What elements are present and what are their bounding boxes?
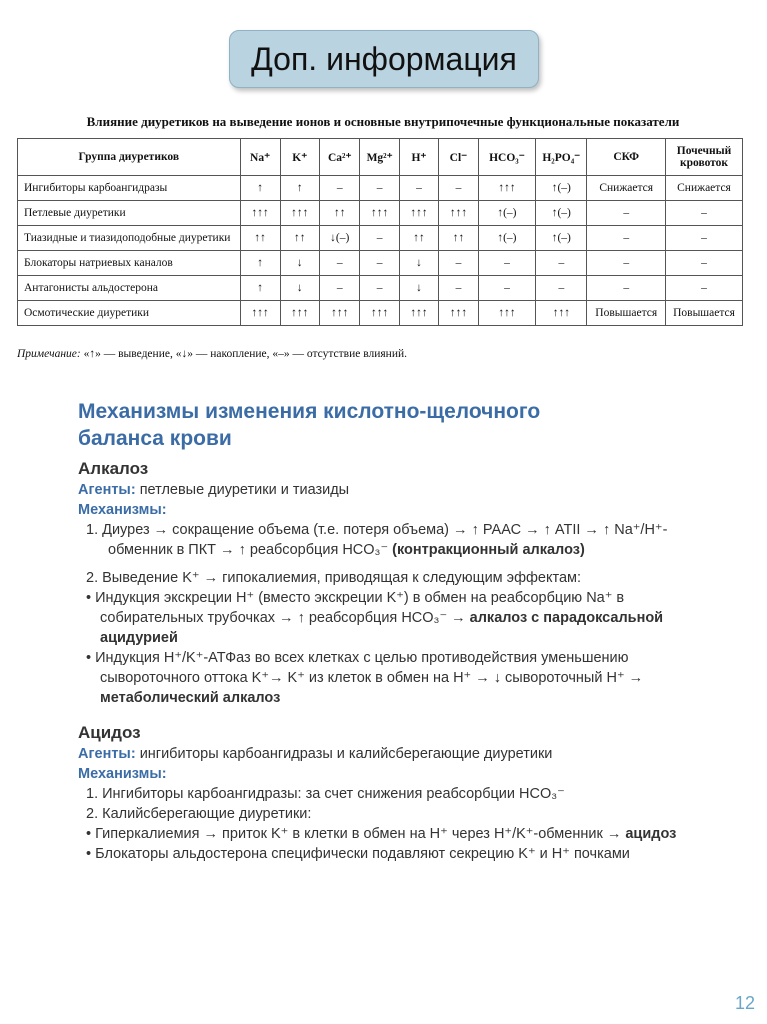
table-cell: Ингибиторы карбоангидразы xyxy=(18,176,241,201)
alkalosis-agents-label: Агенты: xyxy=(78,482,136,498)
header-cl: Cl⁻ xyxy=(439,139,478,176)
header-mg: Mg²⁺ xyxy=(360,139,399,176)
alkalosis-heading: Алкалоз xyxy=(78,459,149,478)
alkalosis-item-1-a: 1. Диурез → сокращение объема (т.е. потеря объема) → ↑ РААС → ↑ ATII xyxy=(86,522,581,538)
table-cell: ↑↑↑ xyxy=(280,201,319,226)
header-k: K⁺ xyxy=(280,139,319,176)
table-cell: ↑↑↑ xyxy=(280,301,319,326)
table-cell: Повышается xyxy=(666,301,743,326)
alkalosis-bullet-2-bold: метаболический алкалоз xyxy=(100,690,281,706)
table-cell: ↑↑↑ xyxy=(439,301,478,326)
table-cell: – xyxy=(587,276,666,301)
acidosis-bullet-1-text: • Гиперкалиемия → приток K⁺ в клетки в обмен на H⁺ через H⁺/K⁺-обменник → xyxy=(86,826,622,842)
table-row xyxy=(18,226,743,251)
table-cell: Тиазидные и тиазидоподобные диуретики xyxy=(18,226,241,251)
table-cell: – xyxy=(666,226,743,251)
table-cell: – xyxy=(319,251,360,276)
note-label: Примечание: xyxy=(17,348,81,360)
table-cell: – xyxy=(360,251,399,276)
table-cell: Снижается xyxy=(587,176,666,201)
table-cell: ↑↑↑ xyxy=(536,301,587,326)
header-h2po4: H₂PO₄⁻ xyxy=(536,139,587,176)
table-cell: – xyxy=(536,251,587,276)
table-cell: – xyxy=(360,226,399,251)
header-na: Na⁺ xyxy=(240,139,280,176)
acidosis-bullet-1-bold: ацидоз xyxy=(625,826,677,842)
acidosis-bullet-2: • Блокаторы альдостерона специфически подавляют секрецию K⁺ и H⁺ почками xyxy=(86,846,630,862)
table-cell: ↑(–) xyxy=(478,226,536,251)
alkalosis-item-1 xyxy=(78,520,678,560)
table-cell: – xyxy=(666,276,743,301)
table-cell: ↓ xyxy=(399,276,438,301)
alkalosis-bullet-1-bold: алкалоз с парадоксальной ацидурией xyxy=(100,610,664,646)
alkalosis-bullet-2-text: • Индукция H⁺/K⁺-АТФаз во всех клетках с целью противодействия уменьшению сывороточного оттока K⁺→ K⁺ из клеток в обмен на H⁺ → ↓ сывороточный H⁺ → xyxy=(86,650,644,686)
alkalosis-item-1-bold: (контракционный алкалоз) xyxy=(392,542,585,558)
table-row xyxy=(18,251,743,276)
table-cell: – xyxy=(536,276,587,301)
acidosis-item-1: 1. Ингибиторы карбоангидразы: за счет снижения реабсорбции HCO₃⁻ xyxy=(86,786,565,802)
table-cell: ↓ xyxy=(399,251,438,276)
alkalosis-item-2: 2. Выведение K⁺ → гипокалиемия, приводящая к следующим эффектам: xyxy=(86,570,582,586)
table-cell: – xyxy=(587,201,666,226)
table-cell: – xyxy=(478,276,536,301)
table-cell: – xyxy=(478,251,536,276)
header-hco3: HCO₃⁻ xyxy=(478,139,536,176)
table-cell: ↑ xyxy=(240,276,280,301)
table-cell: Повышается xyxy=(587,301,666,326)
mechanisms-title-line2: баланса крови xyxy=(78,427,232,450)
table-cell: ↑↑↑ xyxy=(240,301,280,326)
table-cell: ↑(–) xyxy=(478,201,536,226)
table-cell: – xyxy=(439,276,478,301)
table-cell: Петлевые диуретики xyxy=(18,201,241,226)
header-skf: СКФ xyxy=(587,139,666,176)
acidosis-agents-label: Агенты: xyxy=(78,746,136,762)
acidosis-agents-text: ингибиторы карбоангидразы и калийсберегающие диуретики xyxy=(139,746,553,762)
table-cell: ↑↑↑ xyxy=(399,301,438,326)
table-cell: ↑↑ xyxy=(240,226,280,251)
header-h: H⁺ xyxy=(399,139,438,176)
table-cell: Осмотические диуретики xyxy=(18,301,241,326)
table-cell: ↑↑↑ xyxy=(360,301,399,326)
table-cell: – xyxy=(666,251,743,276)
table-cell: – xyxy=(439,176,478,201)
alkalosis-item-1-b: → ↑ Na⁺/H⁺-обменник в ПКТ → ↑ реабсорбция HCO₃⁻ xyxy=(108,522,668,558)
table-cell: ↓ xyxy=(280,251,319,276)
note-text: «↑» — выведение, «↓» — накопление, «–» — отсутствие влияний. xyxy=(83,348,407,360)
table-cell: ↑(–) xyxy=(536,176,587,201)
table-cell: – xyxy=(666,201,743,226)
table-cell: Снижается xyxy=(666,176,743,201)
table-cell: ↑↑↑ xyxy=(240,201,280,226)
acidosis-bullet-1 xyxy=(78,824,678,844)
table-cell: ↑↑ xyxy=(319,201,360,226)
table-cell: ↑↑↑ xyxy=(319,301,360,326)
page-number: 12 xyxy=(734,993,755,1013)
table-cell: – xyxy=(399,176,438,201)
alkalosis-bullet-1 xyxy=(78,588,678,648)
table-cell: ↓ xyxy=(280,276,319,301)
table-cell: ↑(–) xyxy=(536,226,587,251)
acidosis-mech-label: Механизмы: xyxy=(78,766,167,782)
table-cell: ↑ xyxy=(280,176,319,201)
mechanisms-title-line1: Механизмы изменения кислотно-щелочного xyxy=(78,400,541,423)
table-cell: ↓(–) xyxy=(319,226,360,251)
table-cell: ↑ xyxy=(240,251,280,276)
alkalosis-bullet-2 xyxy=(78,648,678,708)
alkalosis-bullet-1-text: • Индукция экскреции H⁺ (вместо экскреции K⁺) в обмен на реабсорбцию Na⁺ в собирательных трубочках → ↑ реабсорбция HCO₃⁻ → xyxy=(86,590,625,626)
table-cell: – xyxy=(319,176,360,201)
alkalosis-mech-label: Механизмы: xyxy=(78,502,167,518)
table-cell: ↑↑↑ xyxy=(399,201,438,226)
table-header-row xyxy=(18,139,743,176)
table-cell: – xyxy=(360,176,399,201)
slide-title: Доп. информация xyxy=(229,30,539,88)
header-blood-flow: Почечный кровоток xyxy=(666,139,743,176)
table-cell: – xyxy=(439,251,478,276)
table-cell: Антагонисты альдостерона xyxy=(18,276,241,301)
alkalosis-agents xyxy=(78,480,678,500)
table-row xyxy=(18,201,743,226)
table-row xyxy=(18,176,743,201)
table-cell: Блокаторы натриевых каналов xyxy=(18,251,241,276)
table-cell: ↑(–) xyxy=(536,201,587,226)
acidosis-heading: Ацидоз xyxy=(78,723,141,742)
table-row xyxy=(18,276,743,301)
alkalosis-agents-text: петлевые диуретики и тиазиды xyxy=(139,482,350,498)
table-cell: ↑↑↑ xyxy=(478,301,536,326)
table-row xyxy=(18,301,743,326)
diuretics-table xyxy=(17,138,743,326)
header-group: Группа диуретиков xyxy=(18,139,241,176)
mechanisms-section xyxy=(78,398,678,864)
table-cell: – xyxy=(587,226,666,251)
table-cell: ↑↑↑ xyxy=(360,201,399,226)
table-title: Влияние диуретиков на выведение ионов и основные внутрипочечные функциональные показатели xyxy=(86,114,680,129)
table-cell: – xyxy=(319,276,360,301)
table-note xyxy=(17,348,407,360)
table-cell: – xyxy=(360,276,399,301)
header-ca: Ca²⁺ xyxy=(319,139,360,176)
table-cell: ↑↑↑ xyxy=(439,201,478,226)
table-cell: ↑↑ xyxy=(399,226,438,251)
table-cell: ↑↑ xyxy=(280,226,319,251)
table-cell: ↑↑↑ xyxy=(478,176,536,201)
table-cell: ↑↑ xyxy=(439,226,478,251)
table-cell: ↑ xyxy=(240,176,280,201)
acidosis-agents xyxy=(78,744,678,764)
acidosis-item-2: 2. Калийсберегающие диуретики: xyxy=(86,806,312,822)
table-cell: – xyxy=(587,251,666,276)
